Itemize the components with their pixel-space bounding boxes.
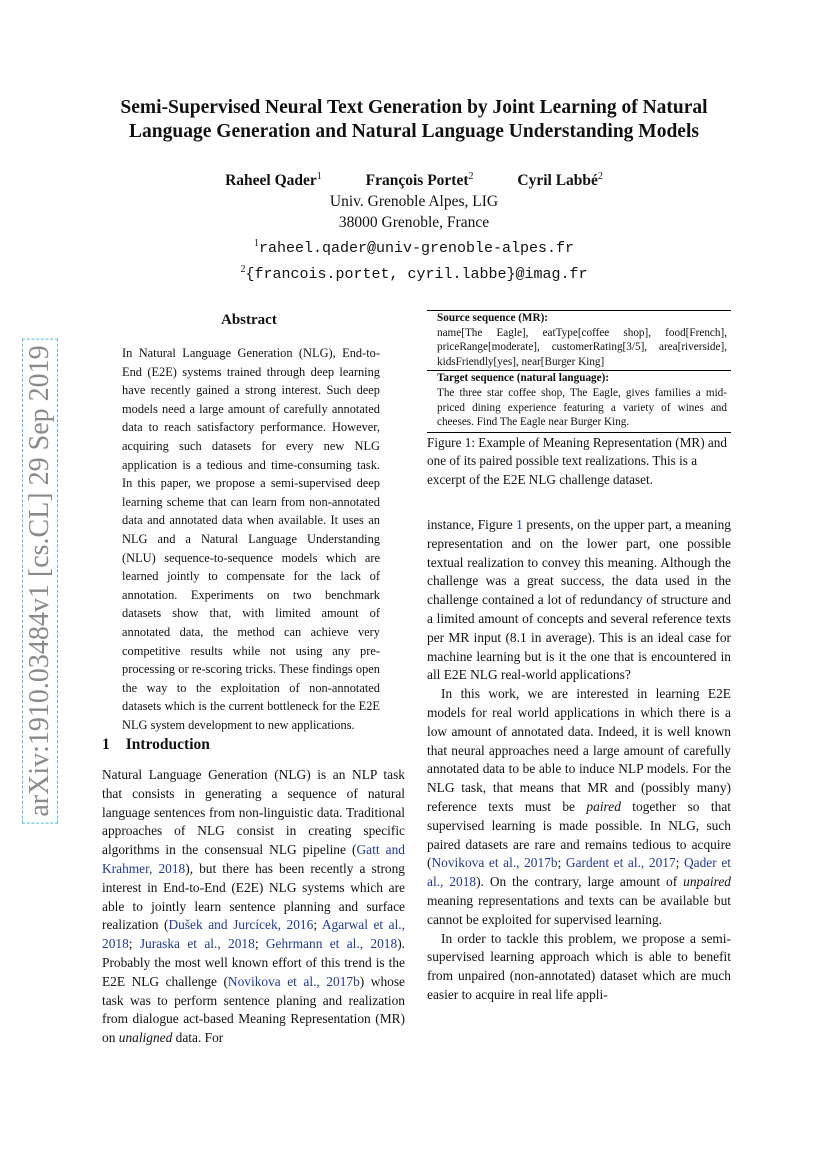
citation-link[interactable]: Qader et al., 2018 [427, 855, 731, 890]
section-title: Introduction [125, 736, 210, 753]
section-heading-introduction [102, 736, 210, 754]
citation-link[interactable]: Gatt and Krahmer, 2018 [102, 842, 405, 876]
source-text: name[The Eagle], eatType[coffee shop], food[French], priceRange[moderate], customerRating[3/5], area[riverside], kidsFriendly[yes], near[Burger King] [437, 326, 727, 368]
right-paragraph-3: In order to tackle this problem, we propose a semi-supervised learning approach which is able to benefit from unpaired (non-annotated) dataset which are much easier to acquire in real life appli- [427, 930, 731, 1002]
emphasis-text: unpaired [683, 874, 731, 890]
right-paragraph-2: In this work, we are interested in learning E2E models for real world applications in which there is a low amount of annotated data. Indeed, it is well known that neural approaches need a large amount of carefully annotated data to be able to induce NLP models. For the NLG task, that means that MR and (possibly many) reference texts must be paired together so that supervised learning is made possible. In NLG, such paired datasets are rare and remains tedious to acquire (Novikova et al., 2017b; Gardent et al., 2017; Qader et al., 2018). On the contrary, large amount of unpaired meaning representations and texts can be available but cannot be exploited for supervised learning. [427, 686, 731, 927]
right-column [427, 516, 731, 1005]
affiliation-2: 38000 Grenoble, France [338, 214, 490, 232]
intro-paragraph-left: Natural Language Generation (NLG) is an NLP task that consists in generating a sequence of natural language sentences from non-linguistic data. Traditional approaches of NLG consist in creating specific algorithms in the consensual NLG pipeline (Gatt and Krahmer, 2018), but there has been recently a strong interest in End-to-End (E2E) NLG systems which are able to jointly learn sentence planning and surface realization (Dušek and Jurcícek, 2016; Agarwal et al., 2018; Juraska et al., 2018; Gehrmann et al., 2018). Probably the most well known effort of this trend is the E2E NLG challenge (Novikova et al., 2017b) whose task was to perform sentence planing and realization from dialogue act-based Meaning Representation (MR) on unaligned data. For [102, 767, 406, 1046]
author-3: Cyril Labbé$^2$ [517, 171, 603, 190]
arxiv-stamp[interactable] [20, 336, 60, 826]
target-label: Target sequence (natural language): [437, 372, 610, 385]
email-2: $^2${francois.portet, cyril.labbe}@imag.fr [240, 264, 588, 284]
citation-link[interactable]: Novikova et al., 2017b [227, 973, 360, 989]
target-text: The three star coffee shop, The Eagle, gives families a mid-priced dining experience featuring a variety of wines and cheeses. Find The Eagle near Burger King. [437, 386, 727, 429]
paper-title: Semi-Supervised Neural Text Generation by Joint Learning of Natural Language Generation and Natural Language Understanding Models [120, 97, 708, 142]
citation-link[interactable]: Novikova et al., 2017b [431, 855, 558, 871]
citation-link[interactable]: Gardent et al., 2017 [565, 855, 676, 871]
author-2: François Portet$^2$ [365, 171, 474, 190]
source-label: Source sequence (MR): [437, 312, 549, 324]
citation-link[interactable]: Agarwal et al., 2018 [102, 917, 405, 952]
figure-1-table [427, 310, 731, 433]
affiliation-1: Univ. Grenoble Alpes, LIG [329, 193, 499, 211]
email-1: $^1$raheel.qader@univ-grenoble-alpes.fr [253, 238, 575, 258]
author-names [90, 166, 738, 191]
citation-link[interactable]: Dušek and Jurcícek, 2016 [168, 917, 314, 933]
arxiv-stamp-text[interactable]: arXiv:1910.03484v1 [cs.CL] 29 Sep 2019 [22, 338, 58, 823]
figure-1-caption: Figure 1: Example of Meaning Representation (MR) and one of its paired possible text realizations. This is a excerpt of the E2E NLG challenge dataset. [427, 435, 727, 487]
citation-link[interactable]: 1 [516, 517, 523, 532]
emphasis-text: paired [586, 798, 621, 814]
abstract-text: In Natural Language Generation (NLG), End-to-End (E2E) systems trained through deep learning have recently gained a strong interest. Such deep models need a large amount of carefully annotated data to reach satisfactory performance. However, acquiring such datasets for every new NLG application is a tedious and time-consuming task. In this paper, we propose a semi-supervised deep learning scheme that can learn from non-annotated data and annotated data when available. It uses an NLG and a Natural Language Understanding (NLU) sequence-to-sequence models which are learned jointly to compensate for the lack of annotation. Experiments on two benchmark datasets show that, with limited amount of annotated data, the method can achieve very competitive results while not using any pre-processing or re-scoring tricks. These findings open the way to the exploitation of non-annotated datasets which is the current bottleneck for the E2E NLG system development to new applications. [122, 346, 380, 732]
section-number: 1 [102, 736, 110, 753]
citation-link[interactable]: Juraska et al., 2018 [139, 936, 255, 952]
emphasis-text: unaligned [118, 1030, 173, 1046]
citation-link[interactable]: Gehrmann et al., 2018 [265, 936, 398, 952]
right-paragraph-1: instance, Figure 1 presents, on the upper part, a meaning representation and on the lower part, one possible textual realization to convey this meaning. Although the challenge was a great success, the data used in the challenge contained a lot of redundancy of structure and a limited amount of concepts and several reference texts per MR input (8.1 in average). This is an ideal case for machine learning but is it the one that is encountered in all E2E NLG real-world applications? [427, 517, 731, 683]
author-1: Raheel Qader$^1$ [225, 171, 322, 190]
author-block [90, 166, 738, 285]
abstract-heading: Abstract [221, 312, 277, 328]
